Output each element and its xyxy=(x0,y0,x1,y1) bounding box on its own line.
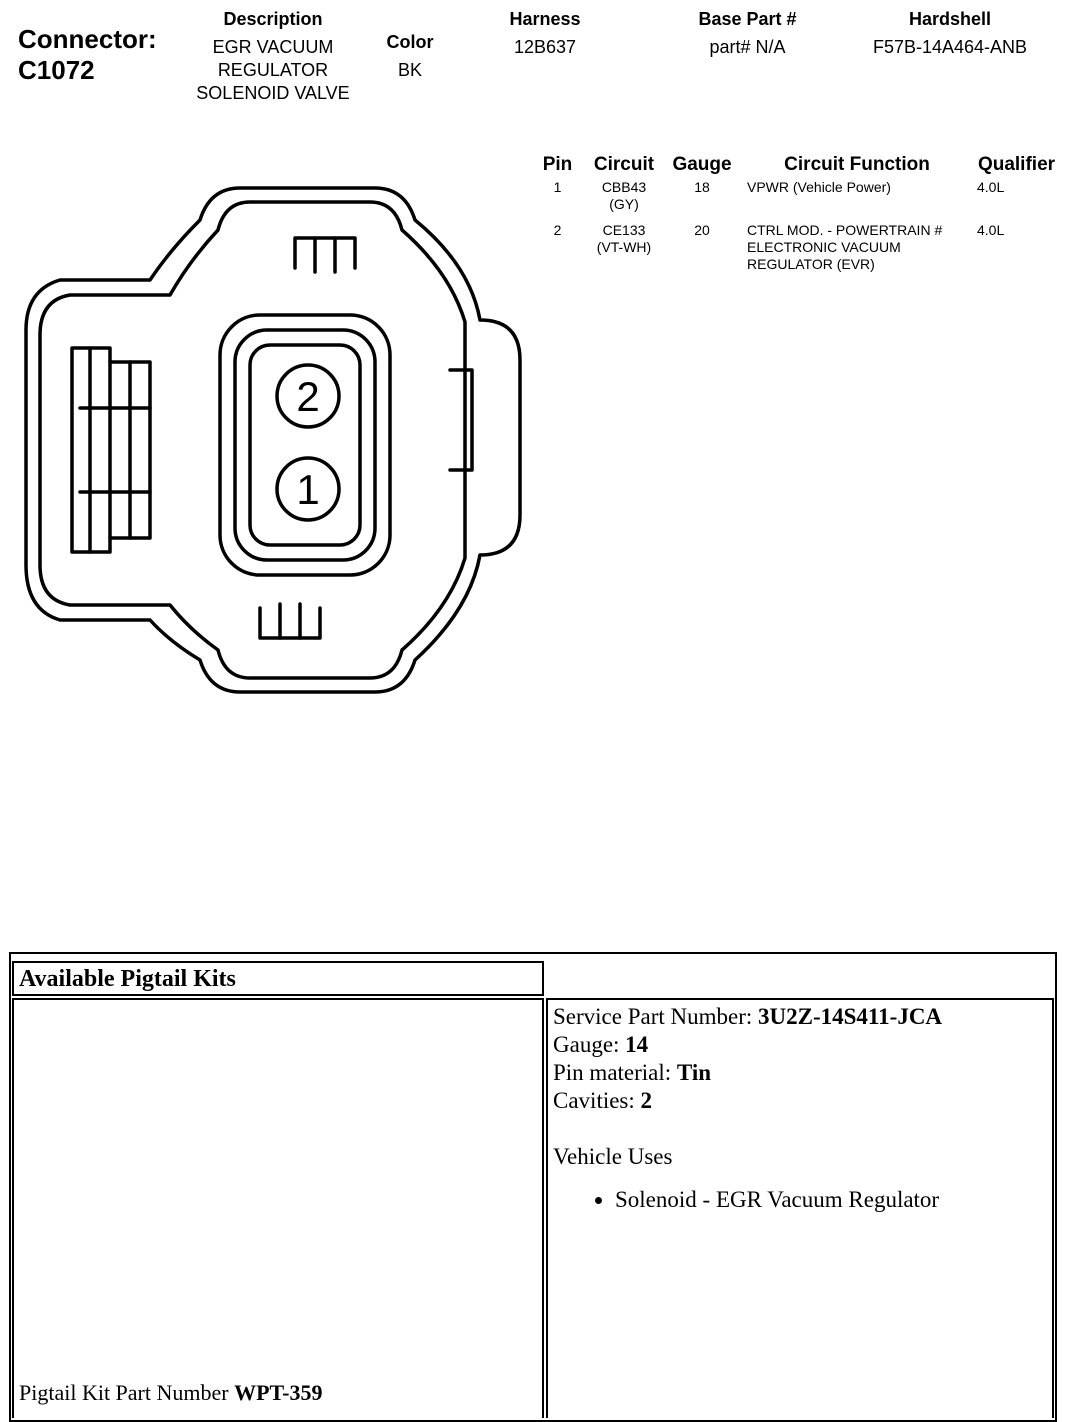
pin-number: 1 xyxy=(553,179,562,195)
connector-label xyxy=(18,24,157,86)
gauge-info xyxy=(553,1031,942,1059)
harness-value: 12B637 xyxy=(513,37,577,57)
function-line: REGULATOR (EVR) xyxy=(747,256,875,272)
circuit-color: (GY) xyxy=(609,196,639,212)
service-part-value: 3U2Z-14S411-JCA xyxy=(758,1004,943,1029)
pin-material-value: Tin xyxy=(676,1060,712,1085)
function-line: ELECTRONIC VACUUM xyxy=(747,239,901,255)
gauge-label: Gauge: xyxy=(553,1032,626,1057)
pigtail-kit-info-panel xyxy=(546,998,1054,1418)
description-line: REGULATOR xyxy=(217,60,329,80)
hardshell-heading: Hardshell xyxy=(908,9,992,29)
vehicle-uses-list xyxy=(553,1186,942,1214)
description-column xyxy=(168,8,378,105)
pigtail-kits-title-box xyxy=(12,961,544,996)
gauge-cell: 20 xyxy=(694,222,710,238)
color-heading: Color xyxy=(386,32,434,52)
pin-material-label: Pin material: xyxy=(553,1060,677,1085)
table-row xyxy=(530,220,1060,280)
circuit-cell xyxy=(585,220,663,280)
function-column-header: Circuit Function xyxy=(784,154,930,175)
gauge-value: 14 xyxy=(625,1032,649,1057)
top-latch xyxy=(295,238,355,268)
pin-2-label: 2 xyxy=(296,373,320,420)
pigtail-kit-part-label: Pigtail Kit Part Number xyxy=(19,1380,235,1405)
housing-outer-outline xyxy=(26,188,520,692)
qualifier-column-header: Qualifier xyxy=(977,154,1056,175)
connector-face-diagram xyxy=(20,180,530,700)
color-value: BK xyxy=(397,60,422,80)
right-tab xyxy=(450,370,472,470)
base-part-heading: Base Part # xyxy=(698,9,797,29)
pin-1-label: 1 xyxy=(296,466,320,513)
bottom-latch xyxy=(260,608,320,638)
cavities-label: Cavities: xyxy=(553,1088,641,1113)
function-cell xyxy=(741,177,973,220)
service-part-number xyxy=(553,1003,942,1031)
cavities-info xyxy=(553,1087,942,1115)
description-line: SOLENOID VALVE xyxy=(196,83,350,103)
circuit-cell xyxy=(585,177,663,220)
color-column xyxy=(360,31,460,82)
hardshell-value: F57B-14A464-ANB xyxy=(872,37,1028,57)
pin-column-header: Pin xyxy=(542,154,573,175)
description-heading: Description xyxy=(223,9,323,29)
connector-label-text: Connector: xyxy=(18,24,157,54)
circuit-id: CBB43 xyxy=(601,179,647,195)
function-line: CTRL MOD. - POWERTRAIN # xyxy=(747,222,943,238)
pigtail-kit-part-number xyxy=(19,1380,323,1406)
pin-table xyxy=(530,156,1060,280)
hardshell-column xyxy=(845,8,1055,59)
pin-table-header xyxy=(530,156,1060,177)
cavities-value: 2 xyxy=(640,1088,653,1113)
pin-material-info xyxy=(553,1059,942,1087)
circuit-column-header: Circuit xyxy=(593,154,655,175)
table-row xyxy=(530,177,1060,220)
pigtail-kit-part-value: WPT-359 xyxy=(234,1380,323,1405)
function-line: VPWR (Vehicle Power) xyxy=(747,179,891,195)
gauge-cell: 18 xyxy=(694,179,710,195)
circuit-id: CE133 xyxy=(602,222,646,238)
pigtail-kit-image-panel xyxy=(12,998,544,1418)
service-part-label: Service Part Number: xyxy=(553,1004,759,1029)
pin-number: 2 xyxy=(553,222,562,238)
circuit-color: (VT-WH) xyxy=(596,239,652,255)
cavity-frame-outer xyxy=(220,315,390,575)
function-cell xyxy=(741,220,973,280)
connector-id: C1072 xyxy=(18,55,95,85)
harness-column xyxy=(470,8,620,59)
gauge-column-header: Gauge xyxy=(672,154,732,175)
base-part-value: part# N/A xyxy=(709,37,786,57)
pigtail-kits-title: Available Pigtail Kits xyxy=(19,966,236,992)
qualifier-cell: 4.0L xyxy=(977,222,1005,238)
harness-heading: Harness xyxy=(509,9,581,29)
vehicle-uses-title: Vehicle Uses xyxy=(553,1144,673,1169)
qualifier-cell: 4.0L xyxy=(977,179,1005,195)
housing-inner-outline xyxy=(40,202,465,678)
list-item: • Solenoid - EGR Vacuum Regulator xyxy=(615,1186,942,1214)
base-part-column xyxy=(660,8,835,59)
description-line: EGR VACUUM xyxy=(212,37,334,57)
